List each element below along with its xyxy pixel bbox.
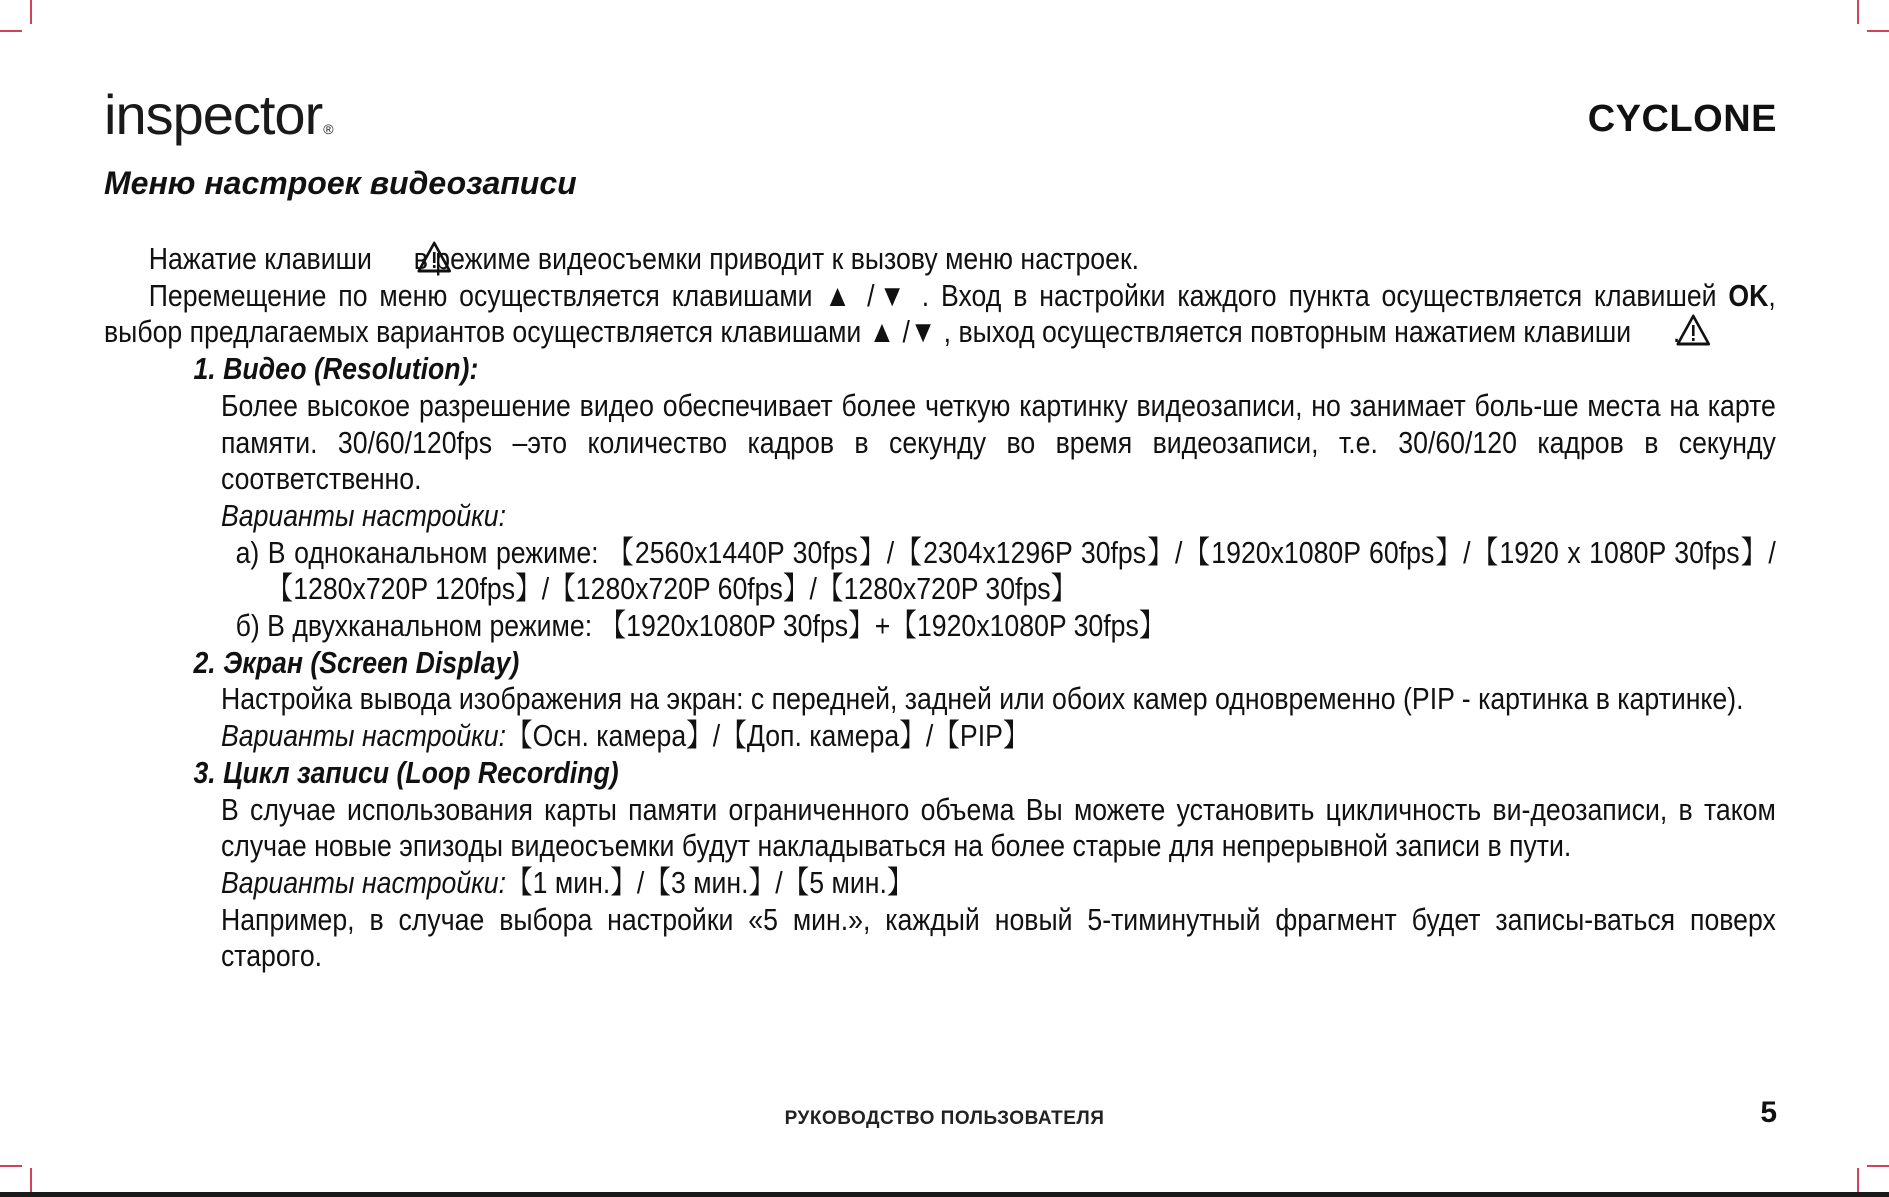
crop-mark bbox=[1857, 0, 1859, 24]
item-description: Более высокое разрешение видео обеспечивает более четкую картинку видеозаписи, но занимает боль-ше места на карте памяти. 30/60/120fps –это количество кадров в секунду во время видеозаписи, т.е. 30/60/120 кадров в секунду соответственно. bbox=[220, 387, 1776, 497]
intro-paragraph-1: Нажатие клавиши в режиме видеосъемки приводит к вызову меню настроек. bbox=[148, 241, 1140, 276]
intro-paragraph-2: Перемещение по меню осуществляется клавишами ▲ /▼ . Вход в настройки каждого пункта осуществляется клавишей OK, выбор предлагаемых вариантов осуществляется клавишами ▲ /▼ , выход осуществляется повторным нажатием клавиши . bbox=[104, 277, 1776, 350]
item-note: Например, в случае выбора настройки «5 мин.», каждый новый 5-тиминутный фрагмент будет записы-ваться поверх старого. bbox=[220, 901, 1776, 974]
crop-mark bbox=[1867, 30, 1889, 32]
bottom-rule bbox=[0, 1192, 1889, 1197]
ok-key-label: OK bbox=[1728, 277, 1769, 313]
item-title-resolution: 1. Видео (Resolution): bbox=[193, 351, 479, 387]
options-line bbox=[221, 718, 1776, 755]
warning-triangle-icon bbox=[1631, 314, 1665, 346]
crop-mark bbox=[1867, 1165, 1889, 1167]
item-description: В случае использования карты памяти ограниченного объема Вы можете установить цикличность ви-деозаписи, в таком случае новые эпизоды видеосъемки будут накладываться на более старые для непрерывной записи в пути. bbox=[220, 791, 1776, 864]
crop-mark bbox=[30, 0, 32, 24]
warning-triangle-icon bbox=[372, 241, 406, 273]
options-label: Варианты настройки: bbox=[220, 718, 506, 754]
item-title-loop-recording: 3. Цикл записи (Loop Recording) bbox=[193, 754, 619, 790]
item-description: Настройка вывода изображения на экран: с передней, задней или обоих камер одновременно (PIP - картинка в картинке). bbox=[220, 681, 1744, 717]
option-dual-channel: б) В двухканальном режиме: 【1920x1080P 30fps】+【1920x1080P 30fps】 bbox=[235, 608, 1166, 644]
crop-mark bbox=[0, 1165, 22, 1167]
brand-logo bbox=[104, 82, 333, 147]
option-single-channel: а) В одноканальном режиме: 【2560x1440P 30fps】/【2304x1296P 30fps】/【1920x1080P 60fps】/【1920 x 1080P 30fps】/【1280x720P 120fps】/【1280x720P 60fps】/【1280x720P 30fps】 bbox=[235, 534, 1776, 607]
crop-mark bbox=[0, 30, 22, 32]
crop-mark bbox=[30, 1168, 32, 1192]
options-label: Варианты настройки: bbox=[220, 864, 506, 900]
model-name: CYCLONE bbox=[1587, 98, 1777, 140]
section-title: Меню настроек видеозаписи bbox=[104, 165, 577, 201]
footer-label: РУКОВОДСТВО ПОЛЬЗОВАТЕЛЯ bbox=[784, 1108, 1105, 1129]
manual-content bbox=[104, 241, 1776, 975]
crop-mark bbox=[1857, 1168, 1859, 1192]
options-values: 【1 мин.】/【3 мин.】/【5 мин.】 bbox=[505, 864, 914, 900]
item-title-screen-display: 2. Экран (Screen Display) bbox=[193, 644, 520, 680]
options-values: 【Осн. камера】/【Доп. камера】/【PIP】 bbox=[505, 718, 1030, 754]
logo-registered-mark: ® bbox=[323, 121, 333, 137]
logo-text: inspector bbox=[104, 83, 323, 146]
options-label: Варианты настройки: bbox=[220, 497, 506, 533]
options-line bbox=[221, 865, 1776, 902]
page-number: 5 bbox=[1760, 1096, 1777, 1129]
